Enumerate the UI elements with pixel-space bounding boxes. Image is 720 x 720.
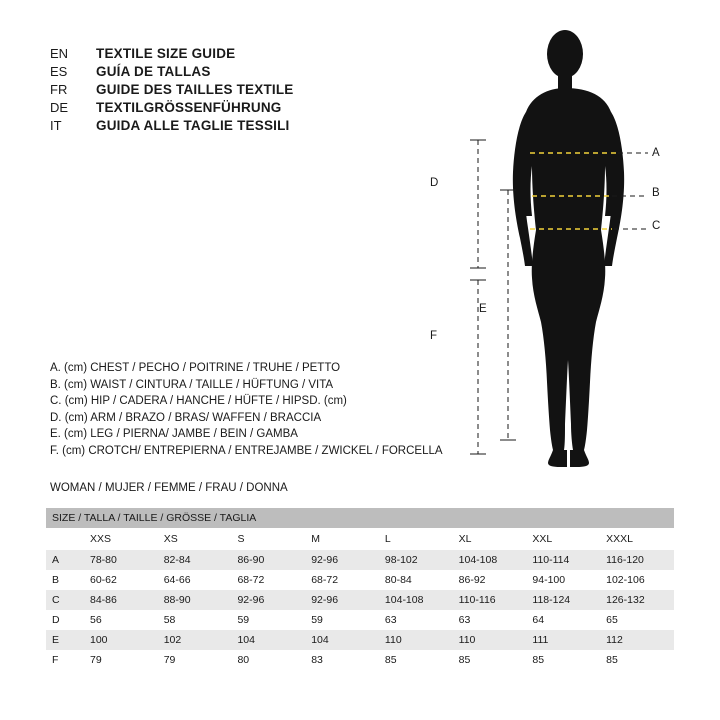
- marker-label-d: D: [430, 177, 439, 189]
- cell: 102: [158, 630, 232, 650]
- cell: 83: [305, 650, 379, 670]
- language-code: EN: [50, 46, 69, 61]
- column-header: S: [231, 528, 305, 550]
- cell: 85: [453, 650, 527, 670]
- size-table-wrapper: [46, 508, 674, 670]
- woman-silhouette-icon: [513, 30, 624, 467]
- cell: 79: [84, 650, 158, 670]
- cell: 86-90: [231, 550, 305, 570]
- table-header-row: [46, 508, 674, 528]
- title-text: GUIDA ALLE TAGLIE TESSILI: [96, 118, 290, 133]
- size-table: [46, 508, 674, 670]
- row-label: A: [46, 550, 84, 570]
- cell: 85: [379, 650, 453, 670]
- marker-label-a: A: [652, 147, 660, 159]
- title-row: [50, 100, 370, 115]
- category-label: WOMAN / MUJER / FEMME / FRAU / DONNA: [50, 482, 288, 494]
- legend-item: F. (cm) CROTCH/ ENTREPIERNA / ENTREJAMBE / ZWICKEL / FORCELLA: [50, 444, 443, 457]
- cell: 60-62: [84, 570, 158, 590]
- cell: 104: [305, 630, 379, 650]
- title-row: [50, 118, 370, 133]
- cell: 65: [600, 610, 674, 630]
- cell: 104: [231, 630, 305, 650]
- title-text: GUIDE DES TAILLES TEXTILE: [96, 82, 294, 97]
- cell: 98-102: [379, 550, 453, 570]
- table-row: [46, 610, 674, 630]
- cell: 126-132: [600, 590, 674, 610]
- cell: 84-86: [84, 590, 158, 610]
- row-label: E: [46, 630, 84, 650]
- legend-item: E. (cm) LEG / PIERNA/ JAMBE / BEIN / GAMBA: [50, 428, 298, 440]
- cell: 78-80: [84, 550, 158, 570]
- language-code: IT: [50, 118, 62, 133]
- cell: 63: [379, 610, 453, 630]
- legend: [50, 360, 470, 459]
- cell: 110: [379, 630, 453, 650]
- cell: 56: [84, 610, 158, 630]
- cell: 110: [453, 630, 527, 650]
- row-label: F: [46, 650, 84, 670]
- table-row: [46, 650, 674, 670]
- language-code: DE: [50, 100, 69, 115]
- table-header-title: SIZE / TALLA / TAILLE / GRÖSSE / TAGLIA: [46, 508, 674, 528]
- cell: 100: [84, 630, 158, 650]
- cell: 92-96: [231, 590, 305, 610]
- cell: 85: [526, 650, 600, 670]
- cell: 85: [600, 650, 674, 670]
- cell: 59: [305, 610, 379, 630]
- cell: 92-96: [305, 590, 379, 610]
- title-text: TEXTILGRÖSSENFÜHRUNG: [96, 100, 282, 115]
- cell: 86-92: [453, 570, 527, 590]
- row-label: B: [46, 570, 84, 590]
- title-text: GUÍA DE TALLAS: [96, 64, 211, 79]
- legend-item: C. (cm) HIP / CADERA / HANCHE / HÜFTE / HIPSD. (cm): [50, 395, 347, 407]
- title-block: [50, 46, 370, 136]
- cell: 111: [526, 630, 600, 650]
- language-code: ES: [50, 64, 68, 79]
- title-row: [50, 82, 370, 97]
- marker-label-f: F: [430, 330, 438, 342]
- row-label: D: [46, 610, 84, 630]
- cell: 94-100: [526, 570, 600, 590]
- column-header: XL: [453, 528, 527, 550]
- cell: 68-72: [231, 570, 305, 590]
- title-row: [50, 46, 370, 61]
- column-header: XXL: [526, 528, 600, 550]
- cell: 82-84: [158, 550, 232, 570]
- row-label: C: [46, 590, 84, 610]
- cell: 80: [231, 650, 305, 670]
- cell: 110-116: [453, 590, 527, 610]
- cell: 112: [600, 630, 674, 650]
- cell: 58: [158, 610, 232, 630]
- table-column-row: [46, 528, 674, 550]
- legend-item: B. (cm) WAIST / CINTURA / TAILLE / HÜFTUNG / VITA: [50, 378, 334, 391]
- table-row: [46, 550, 674, 570]
- column-header: [46, 528, 84, 550]
- cell: 92-96: [305, 550, 379, 570]
- cell: 102-106: [600, 570, 674, 590]
- marker-label-b: B: [652, 187, 660, 199]
- cell: 64: [526, 610, 600, 630]
- table-row: [46, 630, 674, 650]
- cell: 63: [453, 610, 527, 630]
- title-text: TEXTILE SIZE GUIDE: [96, 46, 236, 61]
- cell: 118-124: [526, 590, 600, 610]
- column-header: XXXL: [600, 528, 674, 550]
- cell: 88-90: [158, 590, 232, 610]
- column-header: XS: [158, 528, 232, 550]
- legend-item: A. (cm) CHEST / PECHO / POITRINE / TRUHE / PETTO: [50, 362, 341, 374]
- cell: 64-66: [158, 570, 232, 590]
- column-header: L: [379, 528, 453, 550]
- marker-label-c: C: [652, 220, 661, 232]
- cell: 110-114: [526, 550, 600, 570]
- table-row: [46, 590, 674, 610]
- cell: 80-84: [379, 570, 453, 590]
- cell: 116-120: [600, 550, 674, 570]
- column-header: M: [305, 528, 379, 550]
- cell: 104-108: [453, 550, 527, 570]
- legend-item: D. (cm) ARM / BRAZO / BRAS/ WAFFEN / BRACCIA: [50, 411, 322, 424]
- cell: 68-72: [305, 570, 379, 590]
- table-row: [46, 570, 674, 590]
- column-header: XXS: [84, 528, 158, 550]
- cell: 104-108: [379, 590, 453, 610]
- cell: 59: [231, 610, 305, 630]
- language-code: FR: [50, 82, 68, 97]
- title-row: [50, 64, 370, 79]
- marker-label-e: E: [479, 303, 487, 315]
- cell: 79: [158, 650, 232, 670]
